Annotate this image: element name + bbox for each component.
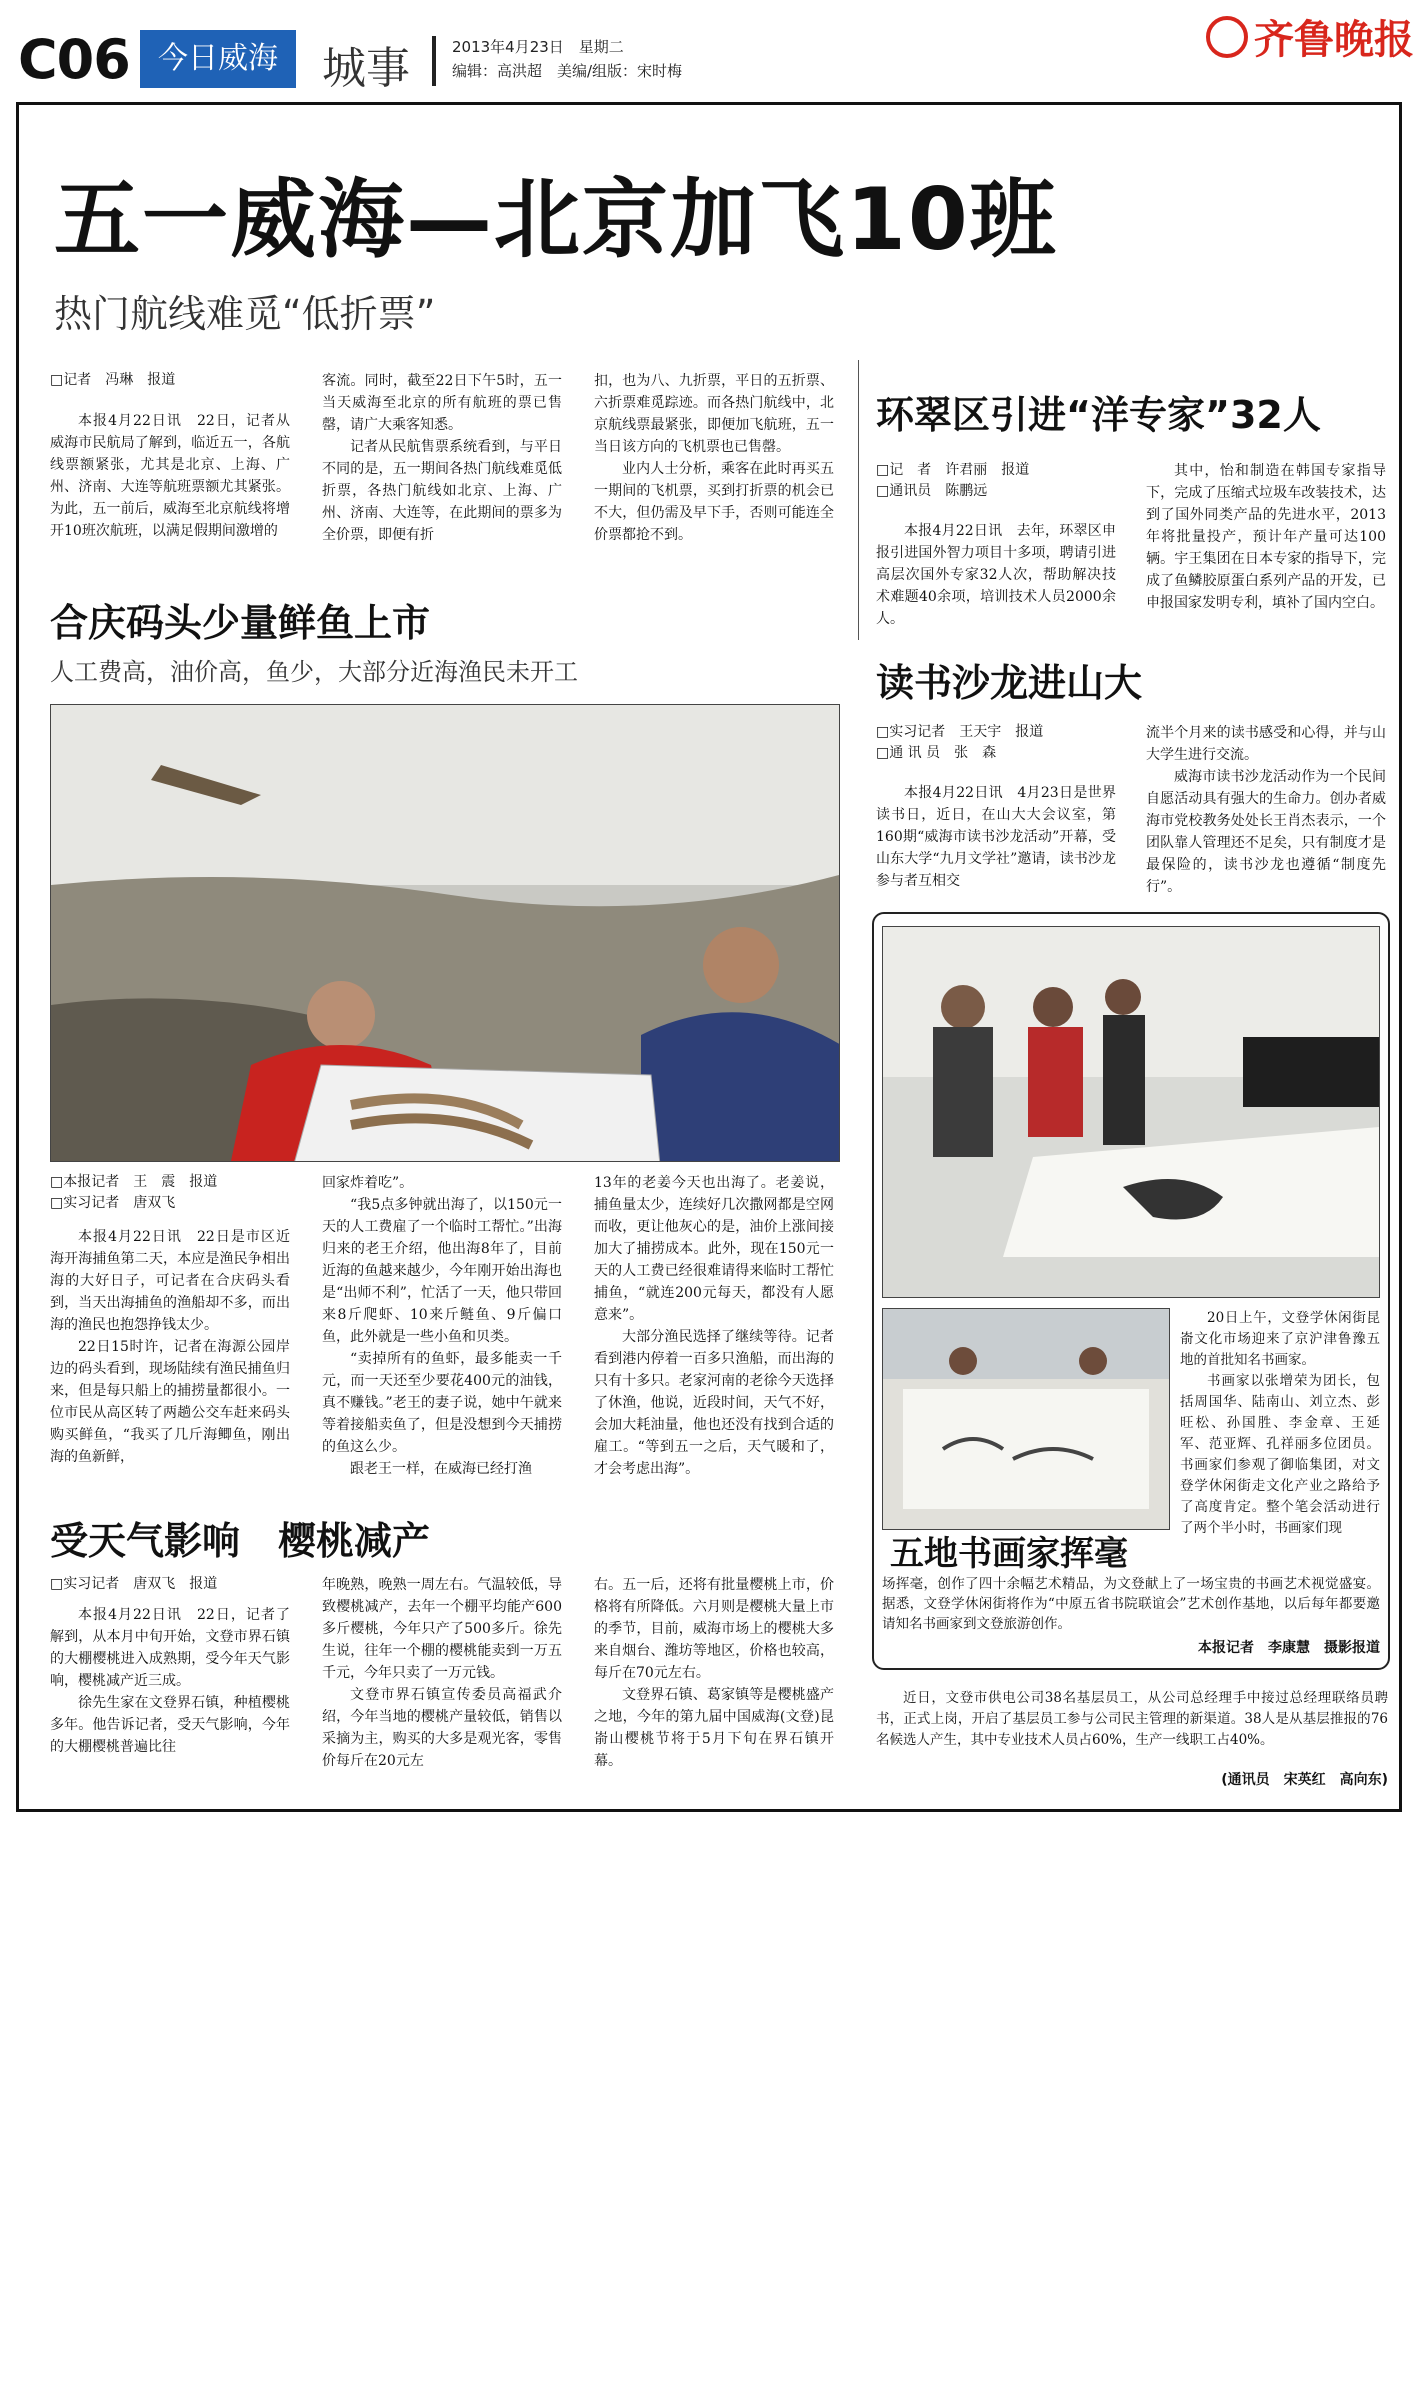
story1-byline: □记者 冯琳 报道 — [50, 372, 176, 388]
story3-headline: 受天气影响 樱桃减产 — [50, 1519, 431, 1563]
story2-deck: 人工费高，油价高，鱼少，大部分近海渔民未开工 — [50, 658, 578, 686]
story3-col1: 本报4月22日讯 22日，记者了解到，从本月中旬开始，文登市界石镇的大棚樱桃进入成熟期，受今年天气影响，樱桃减产近三成。 徐先生家在文登界石镇，种植樱桃多年。他告诉记者，受天气影响，今年的大棚樱桃普遍比往 — [50, 1607, 290, 1755]
story6-headline: 五地书画家挥毫 — [890, 1534, 1128, 1574]
story6-bottom: 场挥毫，创作了四十余幅艺术精品，为文登献上了一场宝贵的书画艺术视觉盛宴。据悉，文登学休闲街将作为“中原五省书院联谊会”艺术创作基地，以后每年都要邀请知名书画家到文登旅游创作。 — [882, 1576, 1380, 1632]
story5-byline: □实习记者 王天宇 报道 □通 讯 员 张 森 — [876, 724, 1044, 761]
story2-byline: □本报记者 王 震 报道 □实习记者 唐双飞 — [50, 1174, 218, 1211]
story3-col3: 右。五一后，还将有批量樱桃上市，价格将有所降低。六月则是樱桃大量上市的季节，目前，威海市场上的樱桃大多来自烟台、潍坊等地区，价格也较高，每斤在70元左右。 文登界石镇、葛家镇等是樱桃盛产之地，今年的第九届中国威海(文登)昆嵛山樱桃节将于5月下旬在界石镇开幕。 — [594, 1577, 834, 1769]
story1-col2: 客流。同时，截至22日下午5时，五一当天威海至北京的所有航班的票已售罄，请广大乘客知悉。 记者从民航售票系统看到，与平日不同的是，五一期间各热门航线难觅低折票，各热门航线如北京、上海、广州、济南、大连等，在此期间的票多为全价票，即便有折 — [322, 373, 562, 543]
painting-photo-illustration — [883, 927, 1379, 1297]
story2-headline: 合庆码头少量鲜鱼上市 — [50, 601, 431, 645]
story1-col1: 本报4月22日讯 22日，记者从威海市民航局了解到，临近五一，各航线票额紧张，尤其是北京、上海、广州、济南、大连等航班票额尤其紧张。为此，五一前后，威海至北京航线将增开10班次航班，以满足假期间激增的 — [50, 413, 290, 539]
story6-credit: 本报记者 李康慧 摄影报道 — [1198, 1640, 1380, 1656]
story5-headline: 读书沙龙进山大 — [876, 661, 1143, 705]
story4-col1: 本报4月22日讯 去年，环翠区申报引进国外智力项目十多项，聘请引进高层次国外专家32人次，帮助解决技术难题40余项，培训技术人员2000余人。 — [876, 523, 1116, 627]
calligraphy-photo-illustration — [883, 1309, 1169, 1529]
page-number: C06 — [18, 28, 130, 91]
photo-fishermen — [50, 704, 840, 1162]
issue-date: 2013年4月23日 星期二 — [452, 38, 624, 56]
newspaper-logo: 齐鲁晚报 — [1254, 16, 1414, 63]
story3-col2: 年晚熟，晚熟一周左右。气温较低，导致樱桃减产，去年一个棚平均能产600多斤樱桃，今年只产了500多斤。徐先生说，往年一个棚的樱桃能卖到一万五千元，今年只卖了一万元钱。 文登市界石镇宣传委员高福武介绍，今年当地的樱桃产量较低，销售以采摘为主，购买的大多是观光客，零售价每斤在20元左 — [322, 1577, 562, 1769]
photo-painting — [882, 926, 1380, 1298]
editors-line: 编辑：高洪超 美编/组版：宋时梅 — [452, 62, 683, 80]
story4-headline: 环翠区引进“洋专家”32人 — [876, 393, 1321, 437]
story6-col: 20日上午，文登学休闲街昆嵛文化市场迎来了京沪津鲁豫五地的首批知名书画家。 书画家以张增荣为团长，包括周国华、陆南山、刘立杰、彭旺松、孙国胜、李金章、王延军、范亚辉、孔祥丽多位团员。书画家们参观了御临集团，对文登学休闲街走文化产业之路给予了高度肯定。整个笔会活动进行了两个半小时，书画家们现 — [1180, 1310, 1380, 1536]
story4-byline: □记 者 许君丽 报道 □通讯员 陈鹏远 — [876, 462, 1030, 499]
masthead-divider — [432, 36, 436, 86]
column-rule — [858, 360, 859, 640]
photo-calligraphy — [882, 1308, 1170, 1530]
story2-col2: 回家炸着吃”。 “我5点多钟就出海了，以150元一天的人工费雇了一个临时工帮忙。”出海归来的老王介绍，他出海8年了，目前近海的鱼越来越少，今年刚开始出海也是“出师不利”，忙活了一天，他只带回来8斤爬虾、10来斤鲢鱼、9斤偏口鱼，此外就是一些小鱼和贝类。 “卖掉所有的鱼虾，最多能卖一千元，而一天还至少要花400元的油钱，真不赚钱。”老王的妻子说，她中午就来等着接船卖鱼了，但是没想到今天捕捞的鱼这么少。 跟老王一样，在威海已经打渔 — [322, 1175, 562, 1477]
story2-col3: 13年的老姜今天也出海了。老姜说，捕鱼量太少，连续好几次撒网都是空网而收，更让他灰心的是，油价上涨间接加大了捕捞成本。此外，现在150元一天的人工费已经很难请得来临时工帮忙捕鱼，“就连200元每天，都没有人愿意来”。 大部分渔民选择了继续等待。记者看到港内停着一百多只渔船，而出海的只有十多只。老家河南的老徐今天选择了休渔，他说，近段时间，天气不好，会加大耗油量，他也还没有找到合适的雇工。“等到五一之后，天气暖和了，才会考虑出海”。 — [594, 1175, 834, 1477]
main-headline: 五一威海—北京加飞10班 — [54, 170, 1058, 270]
story3-byline: □实习记者 唐双飞 报道 — [50, 1576, 218, 1592]
story7-text: 近日，文登市供电公司38名基层员工，从公司总经理手中接过总经理联络员聘书，正式上岗，开启了基层员工参与公司民主管理的新渠道。38人是从基层推报的76名候选人产生，其中专业技术人员占60%，生产一线职工占40%。 — [876, 1690, 1388, 1748]
section-name: 城事 — [322, 43, 410, 94]
story1-col3: 扣，也为八、九折票，平日的五折票、六折票难觅踪迹。而各热门航线中，北京航线票最紧张，即便加飞航班，五一当日该方向的飞机票也已售罄。 业内人士分析，乘客在此时再买五一期间的飞机票，买到打折票的机会已不大，但仍需及早下手，否则可能连全价票都抢不到。 — [594, 373, 834, 543]
story5-col1: 本报4月22日讯 4月23日是世界读书日，近日，在山大大会议室，第160期“威海市读书沙龙活动”开幕，受山东大学“九月文学社”邀请，读书沙龙参与者互相交 — [876, 785, 1116, 889]
story5-col2: 流半个月来的读书感受和心得，并与山大学生进行交流。 威海市读书沙龙活动作为一个民间自愿活动具有强大的生命力。创办者威海市党校教务处处长王肖杰表示，一个团队靠人管理还不足矣，只有制度才是最保险的，读书沙龙也遵循“制度先行”。 — [1146, 725, 1386, 895]
story7-credit: (通讯员 宋英红 高向东) — [1221, 1772, 1388, 1788]
main-subheadline: 热门航线难觅“低折票” — [54, 292, 436, 336]
story2-col1: 本报4月22日讯 22日是市区近海开海捕鱼第二天，本应是渔民争相出海的大好日子，可记者在合庆码头看到，当天出海捕鱼的渔船却不多，而出海的渔民也抱怨挣钱太少。 22日15时许，记者在海源公园岸边的码头看到，现场陆续有渔民捕鱼归来，但是每只船上的捕捞量都很小。一位市民从高区转了两趟公交车赶来码头购买鲜鱼，“我买了几斤海鲫鱼，刚出海的鱼新鲜， — [50, 1229, 290, 1465]
fishermen-photo-illustration — [51, 705, 839, 1161]
story4-col2: 其中，怡和制造在韩国专家指导下，完成了压缩式垃圾车改装技术，达到了国外同类产品的先进水平，2013年将批量投产，预计年产量可达100辆。宇王集团在日本专家的指导下，完成了鱼鳞胶原蛋白系列产品的开发，已申报国家发明专利，填补了国内空白。 — [1146, 463, 1386, 611]
newspaper-logo-icon — [1206, 16, 1248, 58]
section-tab: 今日威海 — [140, 30, 296, 88]
